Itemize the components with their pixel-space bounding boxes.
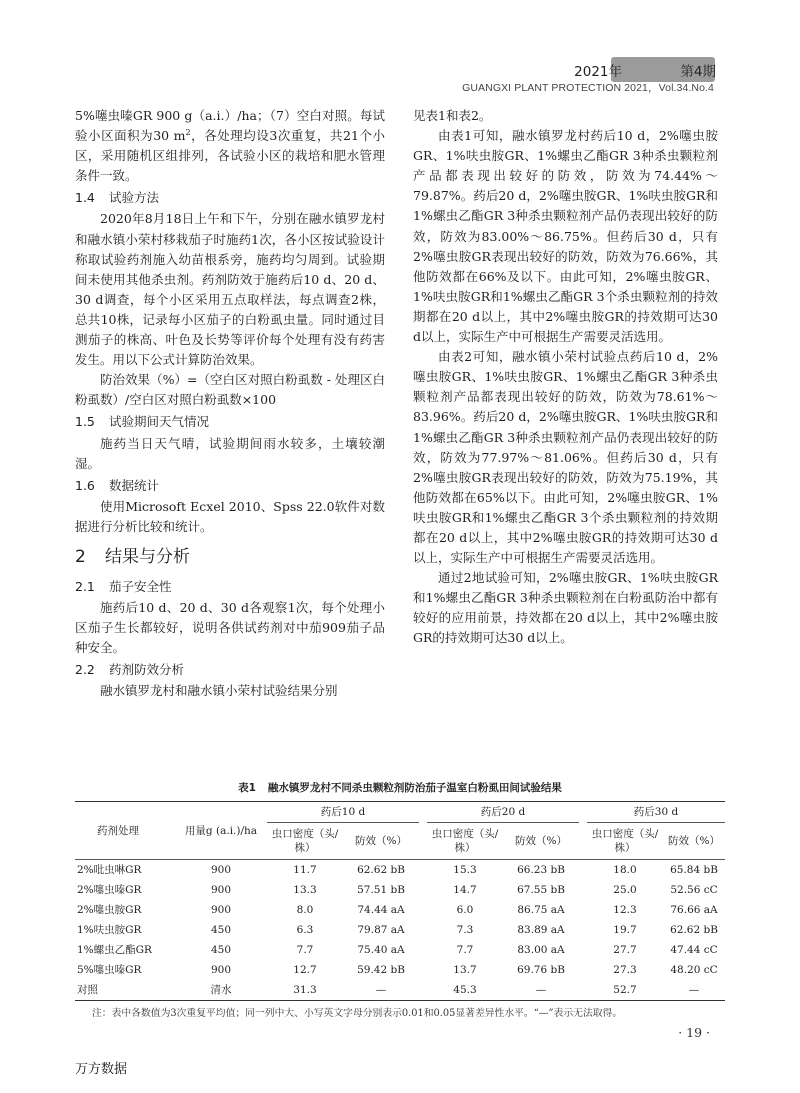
- table-cell-e30: 76.66 aA: [670, 904, 718, 916]
- section-number: 2.2: [75, 662, 95, 678]
- table-cell-e10: 74.44 aA: [357, 904, 405, 916]
- section-heading-1-6: [75, 476, 385, 496]
- paragraph: 5%噻虫嗪GR 900 g（a.i.）/ha；（7）空白对照。每试验小区面积为30 $m^2$，各处理均设3次重复，共21个小区，采用随机区组排列，各试验小区的栽培和肥水管理条件一致。: [75, 108, 386, 184]
- table-row: [75, 960, 725, 980]
- section-number: 1.6: [75, 477, 95, 493]
- table-cell-agent: 1%呋虫胺GR: [77, 924, 142, 936]
- header-density-30d: 虫口密度（头/株）: [591, 828, 659, 854]
- paragraph: 由表1可知，融水镇罗龙村药后10 d，2%噻虫胺GR、1%呋虫胺GR、1%螺虫乙酯GR 3种杀虫颗粒剂产品都表现出较好的防效，防效为74.44%～79.87%。药后20 d，2%噻虫胺GR、1%呋虫胺GR和1%螺虫乙酯GR 3种杀虫颗粒剂产品仍表现出较好的防效，防效为83.00%～86.75%。但药后30 d，只有2%噻虫胺GR表现出较好的防效，防效为76.66%，其他防效都在66%及以下。由此可知，2%噻虫胺GR、1%呋虫胺GR和1%螺虫乙酯GR 3个杀虫颗粒剂的持效期都在20 d以上，其中2%噻虫胺GR的持效期可达30 d以上，实际生产中可根据生产需要灵活选用。: [413, 128, 718, 345]
- table-cell-dose: 900: [210, 964, 232, 976]
- table-cell-e10: 79.87 aA: [357, 924, 405, 936]
- paragraph: 融水镇罗龙村和融水镇小荣村试验结果分别: [100, 683, 338, 699]
- header-effect-10d: 防效（%）: [355, 835, 407, 847]
- left-column: [75, 106, 385, 702]
- table-cell-dose: 清水: [175, 980, 267, 1001]
- table-cell-d20: 15.3: [427, 860, 503, 881]
- table-cell-e30: 62.62 bB: [670, 924, 718, 936]
- header-density-20d: 虫口密度（头/株）: [431, 828, 499, 854]
- paragraph: 施药当日天气晴，试验期间雨水较多，土壤较潮湿。: [75, 435, 385, 471]
- table-cell-d10: 6.3: [296, 924, 314, 936]
- table-cell-d10: 11.7: [267, 860, 343, 881]
- table-cell-e20: 83.00 aA: [517, 944, 565, 956]
- section-number: 2.1: [75, 578, 95, 594]
- section-number: 1.5: [75, 414, 95, 430]
- table-row: [75, 920, 725, 940]
- table-cell-d30: 18.0: [587, 860, 663, 881]
- table-cell-e20: 66.23 bB: [503, 860, 579, 881]
- table-cell-e10: 57.51 bB: [357, 884, 405, 896]
- table-title: 融水镇罗龙村不同杀虫颗粒剂防治茄子温室白粉虱田间试验结果: [267, 782, 562, 794]
- table-cell-d30: 12.3: [613, 904, 637, 916]
- header-agent: 药剂处理: [75, 802, 175, 860]
- table-cell-e30: —: [663, 980, 725, 1001]
- table-cell-agent: 5%噻虫嗪GR: [77, 964, 142, 976]
- header-year: 2021年: [574, 64, 622, 80]
- paragraph: 由表2可知，融水镇小荣村试验点药后10 d，2%噻虫胺GR、1%呋虫胺GR、1%螺虫乙酯GR 3种杀虫颗粒剂产品都表现出较好的防效，防效为78.61%～83.96%。药后20 d，2%噻虫胺GR、1%呋虫胺GR和1%螺虫乙酯GR 3种杀虫颗粒剂产品仍表现出较好的防效，防效为77.97%～81.06%。但药后30 d，只有2%噻虫胺GR表现出较好的防效，防效为75.19%，其他防效都在65%以下。由此可知，2%噻虫胺GR、1%呋虫胺GR和1%螺虫乙酯GR 3个杀虫颗粒剂的持效期都在20 d以上，其中2%噻虫胺GR的持效期可达30 d以上，实际生产中可根据生产需要灵活选用。: [413, 349, 718, 566]
- table-caption: [75, 780, 725, 795]
- table-cell-d20: 13.7: [453, 964, 477, 976]
- table-cell-d30: 25.0: [613, 884, 637, 896]
- table-cell-dose: 900: [210, 884, 232, 896]
- header-group-10d: 药后10 d: [267, 802, 419, 823]
- paragraph: 见表1和表2。: [413, 108, 492, 123]
- table-row: [75, 880, 725, 900]
- table-cell-dose: 900: [210, 904, 232, 916]
- section-title: 结果与分析: [105, 546, 190, 567]
- table-cell-e10: —: [343, 980, 419, 1001]
- section-heading-1-5: [75, 412, 385, 432]
- table-cell-agent: 2%吡虫啉GR: [75, 860, 175, 881]
- header-effect-30d: 防效（%）: [668, 835, 720, 847]
- table-cell-dose: 450: [210, 944, 232, 956]
- header-group-30d: 药后30 d: [587, 802, 725, 823]
- table-cell-e20: 67.55 bB: [517, 884, 565, 896]
- table-cell-d10: 13.3: [293, 884, 317, 896]
- table-cell-e30: 47.44 cC: [670, 944, 718, 956]
- table-cell-d30: 19.7: [613, 924, 637, 936]
- table-cell-d10: 31.3: [267, 980, 343, 1001]
- table-cell-d20: 6.0: [456, 904, 474, 916]
- table-cell-agent: 2%噻虫嗪GR: [77, 884, 142, 896]
- table-cell-e10: 62.62 bB: [343, 860, 419, 881]
- table-cell-d20: 7.7: [456, 944, 474, 956]
- section-heading-2-2: [75, 660, 385, 680]
- table-cell-agent: 对照: [75, 980, 175, 1001]
- table-cell-agent: 2%噻虫胺GR: [77, 904, 142, 916]
- table-row: [75, 900, 725, 920]
- table-cell-e20: —: [503, 980, 579, 1001]
- table-header-row: [75, 802, 725, 823]
- header-group-20d: 药后20 d: [427, 802, 579, 823]
- table-cell-e30: 52.56 cC: [670, 884, 718, 896]
- header-dose: 用量g (a.i.)/ha: [175, 802, 267, 860]
- formula: 防治效果（%）=（空白区对照白粉虱数 - 处理区白粉虱数）/空白区对照白粉虱数×100: [75, 372, 385, 408]
- table-cell-e20: 83.89 aA: [517, 924, 565, 936]
- table-cell-d20: 14.7: [453, 884, 477, 896]
- section-heading-2: [75, 543, 385, 571]
- section-number: 2: [75, 546, 86, 567]
- section-number: 1.4: [75, 190, 95, 206]
- section-title: 数据统计: [109, 477, 160, 493]
- paragraph: 施药后10 d、20 d、30 d各观察1次，每个处理小区茄子生长都较好，说明各供试药剂对中茄909茄子品种安全。: [75, 600, 385, 656]
- table-label: 表1: [238, 782, 256, 794]
- table-cell-e30: 65.84 bB: [663, 860, 725, 881]
- header-issue: 第4期: [680, 64, 716, 80]
- header-density-10d: 虫口密度（头/株）: [271, 828, 339, 854]
- section-heading-1-4: [75, 188, 385, 208]
- table-cell-e20: 86.75 aA: [517, 904, 565, 916]
- header-effect-20d: 防效（%）: [515, 835, 567, 847]
- paragraph: 2020年8月18日上午和下午，分别在融水镇罗龙村和融水镇小荣村移栽茄子时施药1次，各小区按试验设计称取试验药剂施入幼苗根系旁，施药均匀周到。试验期间未使用其他杀虫剂。药剂防效于施药后10 d、20 d、30 d调查，每个小区采用五点取样法，每点调查2株，总共10株，记录每小区茄子的白粉虱虫量。同时通过目测茄子的株高、叶色及长势等评价每个处理有没有药害发生。用以下公式计算防治效果。: [75, 211, 385, 368]
- section-title: 试验方法: [109, 190, 160, 206]
- table-cell-d20: 7.3: [456, 924, 474, 936]
- paragraph: 通过2地试验可知，2%噻虫胺GR、1%呋虫胺GR和1%螺虫乙酯GR 3种杀虫颗粒剂在白粉虱防治中都有较好的应用前景，持效都在20 d以上，其中2%噻虫胺GR的持效期可达30 d以上。: [413, 570, 718, 646]
- table-note: 注：表中各数值为3次重复平均值；同一列中大、小写英文字母分别表示0.01和0.05显著差异性水平。“—”表示无法取得。: [92, 1008, 623, 1019]
- table-cell-e10: 59.42 bB: [357, 964, 405, 976]
- table-cell-e10: 75.40 aA: [357, 944, 405, 956]
- table-cell-d10: 12.7: [293, 964, 317, 976]
- section-title: 药剂防效分析: [109, 662, 185, 678]
- table-row: [75, 980, 725, 1001]
- section-title: 试验期间天气情况: [109, 414, 210, 430]
- footer-watermark: 万方数据: [75, 1062, 128, 1077]
- table-cell-dose: 900: [175, 860, 267, 881]
- table-cell-d10: 7.7: [296, 944, 314, 956]
- page-number: · 19 ·: [678, 1025, 710, 1040]
- table-row: [75, 860, 725, 881]
- table-cell-e20: 69.76 bB: [517, 964, 565, 976]
- table-cell-d30: 27.3: [613, 964, 637, 976]
- right-column: [413, 106, 718, 649]
- table-cell-dose: 450: [210, 924, 232, 936]
- table-cell-agent: 1%螺虫乙酯GR: [77, 944, 152, 956]
- table-cell-d30: 27.7: [613, 944, 637, 956]
- table-row: [75, 940, 725, 960]
- section-title: 茄子安全性: [109, 578, 172, 594]
- table-cell-d20: 45.3: [427, 980, 503, 1001]
- header-journal: GUANGXI PLANT PROTECTION 2021，Vol.34.No.4: [462, 82, 714, 94]
- table-cell-d10: 8.0: [296, 904, 314, 916]
- section-heading-2-1: [75, 577, 385, 597]
- table-cell-d30: 52.7: [587, 980, 663, 1001]
- table-cell-e30: 48.20 cC: [670, 964, 718, 976]
- paragraph: 使用Microsoft Ecxel 2010、Spss 22.0软件对数据进行分析比较和统计。: [75, 498, 385, 534]
- results-table: [75, 801, 725, 1001]
